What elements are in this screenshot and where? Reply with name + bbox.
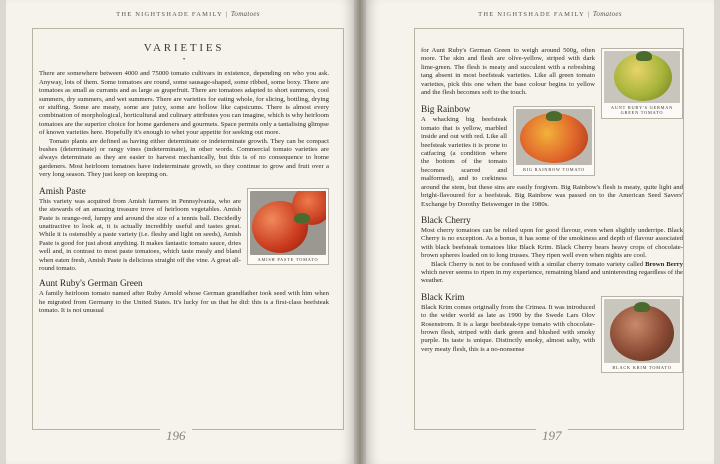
heading-aunt-ruby: Aunt Ruby's German Green [39,279,143,290]
heading-black-krim: Black Krim [421,292,465,303]
black-krim-image [604,299,680,363]
big-rainbow-image [516,109,592,165]
right-page-content [421,47,683,376]
aunt-ruby-image [604,51,680,103]
intro-paragraph-2: Tomato plants are defined as having either determinate or indeterminate growth. They can be compact bushes (determinate) or rangy vines (indeterminate), in other words. Commercial tomato varieties are always determinate as they are easier to harvest mechanically, but this is of no consequence to home gardeners. Most heirloom tomatoes have indeterminate growth, so they continue to grow and fruit over a very long season. They just keep on keeping on. [39,137,329,179]
photo-black-krim [601,296,683,373]
caption-big-rainbow: BIG RAINBOW TOMATO [522,167,586,173]
page-number-left: 196 [160,428,192,444]
paragraph-black-cherry-2 [421,261,683,286]
running-head-family: THE NIGHTSHADE FAMILY [478,11,585,18]
photo-amish-paste [247,188,329,265]
running-head-left [6,10,354,18]
paragraph-big-rainbow: A whacking big beefsteak tomato that is yellow, marbled inside and out with red. Like all beefsteak varieties it is prone to catfacing (a condition where the bottom of the tomato becomes scarred and malformed), and to corkiness around the stem, but these sins are easily forgiven. Big Rainbow's flesh is meaty, quite light and bright-flavoured for a beefsteak. Big Rainbow was passed on to the American Seed Savers' Exchange by Dorothy Beiswenger in the 1980s. [421,116,683,208]
running-head-section: Tomatoes [592,10,622,18]
left-page-content [39,44,329,316]
right-page [366,0,714,464]
caption-amish-paste: AMISH PASTE TOMATO [257,256,319,262]
paragraph-aunt-ruby: A family heirloom tomato named after Ruby Arnold whose German grandfather took seed with him when he migrated from Germany to the United States. It's lucky for us that he did: this is a first-class beefsteak tomato. It is not unusual [39,290,329,315]
amish-paste-image [250,191,326,255]
tomato-stem [634,302,650,312]
tomato-stem [546,111,562,121]
black-cherry-text: which never seems to ripen in my experience, remaining bland and uninteresting regardless of the weather. [421,268,683,285]
brown-berry-term: Brown Berry [645,260,683,268]
photo-big-rainbow [513,106,595,175]
heading-big-rainbow: Big Rainbow [421,105,471,116]
section-title: VARIETIES [143,42,225,54]
tomato-shape [610,305,674,361]
paragraph-black-krim: Black Krim comes originally from the Crimea. It was introduced to the wider world as late as 1990 by the Swede Lars Olov Rosenstrom. It is a large beefsteak-type tomato with chocolate-brown flesh, striped with dark green and blushed with smoky purple. Its taste is unique. Distinctly smoky, almost salty, with very meaty flesh, this is a no-nonsense [421,303,595,353]
caption-aunt-ruby-line2: GREEN TOMATO [620,110,664,116]
tomato-stem [636,51,652,61]
caption-aunt-ruby-line1: AUNT RUBY'S GERMAN [610,105,674,110]
running-head-section: Tomatoes [230,10,260,18]
tomato-stem [294,213,310,223]
paragraph-amish-paste: This variety was acquired from Amish farmers in Pennsylvania, who are the stewards of an amazing treasure trove of heirloom vegetables. Amish Paste is orange-red, lumpy and around the size of a tennis ball. Decidedly unattractive to look at, it is actually incredibly useful and tastes great. While it is ostensibly a paste variety (i.e. fleshy and light on seeds), Amish Paste is good for just about anything. It makes fantastic tomato sauce, dries well and, in contrast to most paste tomatoes, which taste mealy and bland when eaten fresh, Amish Paste is delicious straight off the vine. A great all-round tomato. [39,197,241,272]
page-number-right: 197 [536,428,568,444]
paragraph-aunt-ruby-continued: for Aunt Ruby's German Green to weigh around 500g, often more. The skin and flesh are olive-yellow, striped with dark lime-green. The flesh is meaty and succulent with a refreshing tang absent in most beefsteak varieties. Like all green tomato varieties, pick this one when the base colour begins to yellow and the flesh becomes soft to the touch. [421,47,595,97]
caption-black-krim: BLACK KRIM TOMATO [612,364,672,370]
book-gutter [354,0,366,464]
running-head-right [366,10,714,18]
intro-paragraph-1: There are somewhere between 4000 and 75000 tomato cultivars in existence, depending on who you ask. Anyway, lots of them. Some tomatoes are round, some sausage-shaped, some ribbed, some boxy. There are tomatoes as small as currants and as large as grapefruit. There are tomatoes adapted to short summers, cool summers, dry summers, and wet summers. There are varieties for eating whole, for slicing, bottling, drying or stuffing. Some are meaty, some are juicy, some are hollow like capsicums. There is almost every combination of morphological, horticultural and culinary attributes you can imagine, which is why heirloom tomatoes are the superior choice for home gardeners and gourmets. Space permits only a tantalising glimpse of known varieties here. Hopefully it's enough to whet your appetite for seeking out more. [39,70,329,137]
paragraph-black-cherry-1: Most cherry tomatoes can be relied upon for good flavour, even when slightly underripe. Black Cherry is no exception. As a bonus, it has some of the smokiness and depth of flavour associated with black beefsteak tomatoes like Black Krim. Black Cherry bears heavy crops of chocolate-brown spheres loaded on to long trusses. They ripen well even when nights are cool. [421,226,683,260]
running-head-family: THE NIGHTSHADE FAMILY [116,11,223,18]
divider-ornament: • [182,57,186,64]
photo-aunt-ruby [601,48,683,119]
running-head-separator: | [225,11,229,18]
heading-amish-paste: Amish Paste [39,186,86,197]
heading-black-cherry: Black Cherry [421,215,471,226]
black-cherry-text: Black Cherry is not to be confused with a similar cherry tomato variety called [431,260,646,268]
left-page [6,0,354,464]
running-head-separator: | [587,11,591,18]
